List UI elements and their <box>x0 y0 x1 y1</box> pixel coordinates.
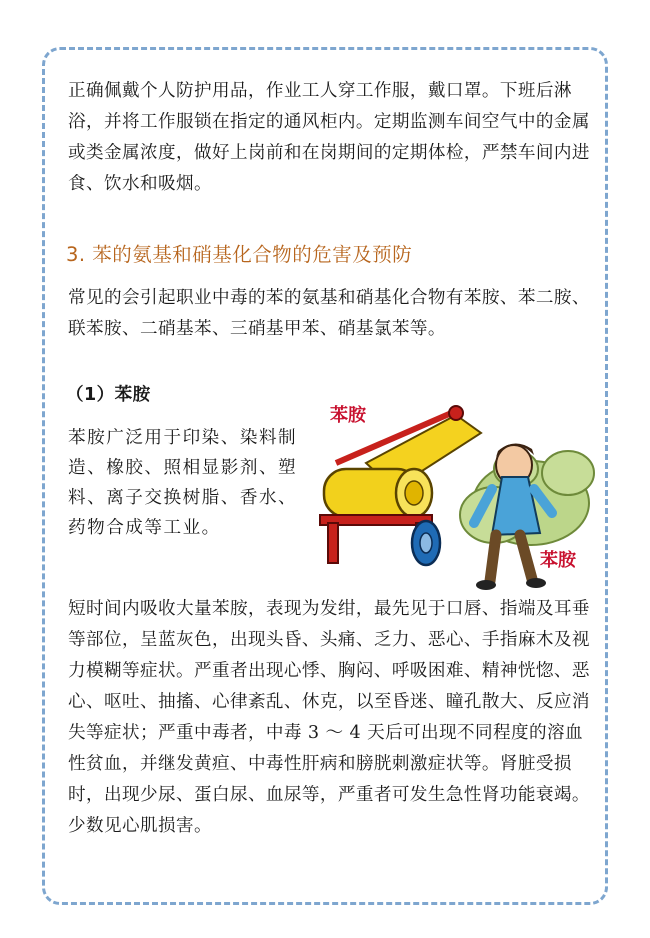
aniline-use-paragraph: 苯胺广泛用于印染、染料制造、橡胶、照相显影剂、塑料、离子交换树脂、香水、药物合成等工业。 <box>68 428 298 538</box>
intro-paragraph: 正确佩戴个人防护用品，作业工人穿工作服，戴口罩。下班后淋浴，并将工作服锁在指定的通风柜内。定期监测车间空气中的金属或类金属浓度，做好上岗前和在岗期间的定期体检，严禁车间内进食、饮水和吸烟。 <box>68 81 590 194</box>
machine-icon <box>320 406 481 565</box>
aniline-callout-bottom: 苯胺 <box>540 550 576 571</box>
aniline-effects-paragraph: 短时间内吸收大量苯胺，表现为发绀，最先见于口唇、指端及耳垂等部位，呈蓝灰色，出现头昏、头痛、乏力、恶心、手指麻木及视力模糊等症状。严重者出现心悸、胸闷、呼吸困难、精神恍惚、恶心、呕吐、抽搐、心律紊乱、休克，以至昏迷、瞳孔散大、反应消失等症状；严重中毒者，中毒 3 ～ 4 天后可出现不同程度的溶血性贫血，并继发黄疸、中毒性肝病和膀胱刺激症状等。肾脏受损时，出现少尿、蛋白尿、血尿等，严重者可发生急性肾功能衰竭。少数见心肌损害。 <box>68 599 590 836</box>
section-paragraph: 常见的会引起职业中毒的苯的氨基和硝基化合物有苯胺、苯二胺、联苯胺、二硝基苯、三硝基甲苯、硝基氯苯等。 <box>68 288 590 339</box>
aniline-callout-top: 苯胺 <box>330 405 366 426</box>
section-heading: 3. 苯的氨基和硝基化合物的危害及预防 <box>66 243 413 266</box>
subsection-heading: （1）苯胺 <box>66 385 151 405</box>
